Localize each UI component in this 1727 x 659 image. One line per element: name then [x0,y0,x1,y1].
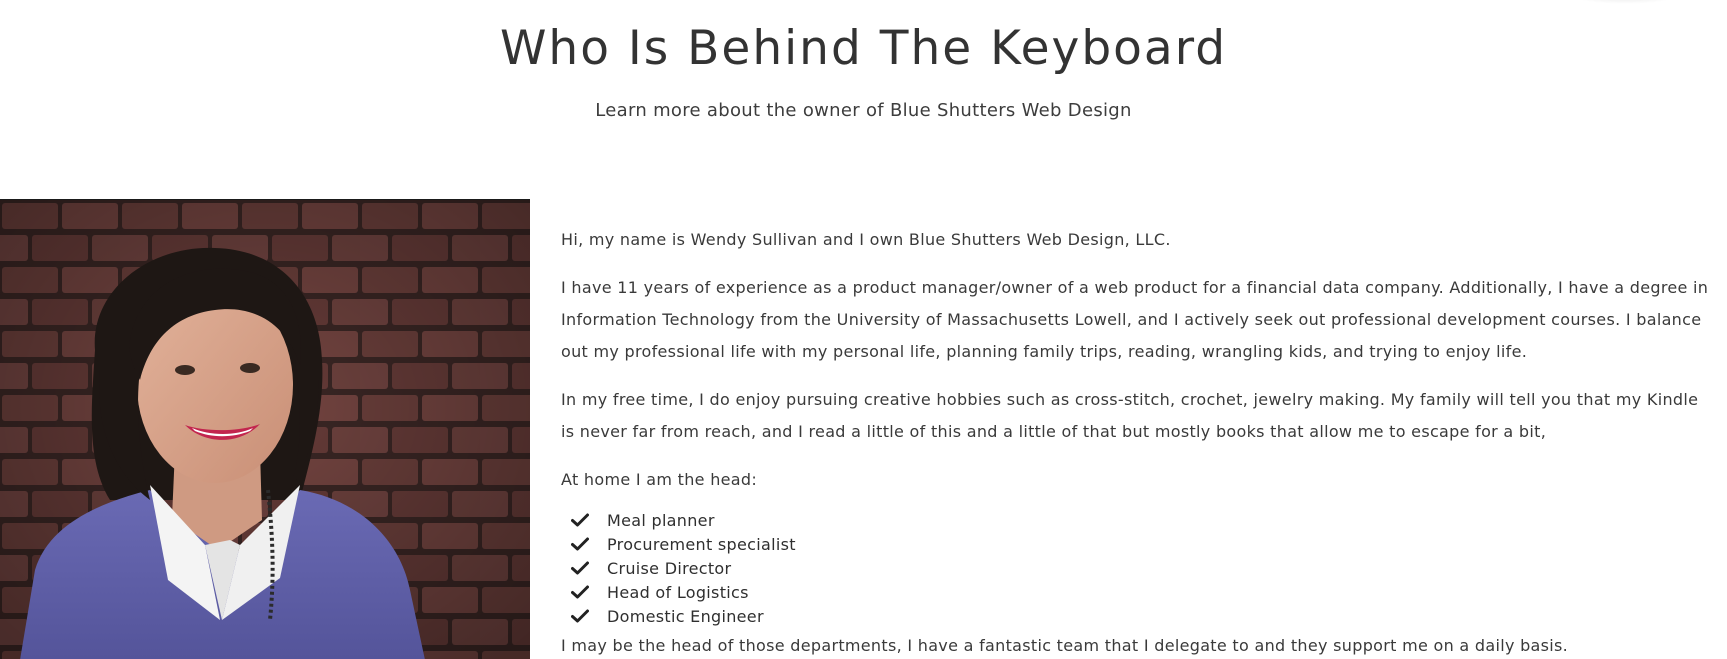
list-item-label: Meal planner [607,510,715,530]
list-item [571,604,1711,628]
check-icon [571,513,589,527]
check-icon [571,609,589,623]
list-item-label: Procurement specialist [607,534,796,554]
list-item [571,508,1711,532]
check-icon [571,561,589,575]
page-subtitle: Learn more about the owner of Blue Shutters Web Design [595,100,1132,121]
list-item-label: Cruise Director [607,558,732,578]
list-item-label: Head of Logistics [607,582,749,602]
portrait-photo-icon [0,200,530,659]
portrait-photo [0,199,530,659]
check-icon [571,537,589,551]
page-title: Who Is Behind The Keyboard [499,21,1228,76]
list-item [571,556,1711,580]
list-intro: At home I am the head: [561,470,758,489]
list-item [571,580,1711,604]
intro-paragraph: Hi, my name is Wendy Sullivan and I own Blue Shutters Web Design, LLC. [561,230,1171,249]
list-item-label: Domestic Engineer [607,606,764,626]
experience-paragraph: I have 11 years of experience as a product manager/owner of a web product for a financial data company. Additionally, I have a degree in Information Technology from the University of Massachusetts Lowell, and I actively seek out professional development courses. I balance out my professional life with my personal life, planning family trips, reading, wrangling kids, and trying to enjoy life. [561,278,1709,361]
about-content [561,224,1711,659]
list-item [571,532,1711,556]
corner-shadow [1570,0,1680,4]
roles-list [571,508,1711,628]
check-icon [571,585,589,599]
closing-paragraph: I may be the head of those departments, I have a fantastic team that I delegate to and they support me on a daily basis. [561,636,1569,655]
hobbies-paragraph: In my free time, I do enjoy pursuing creative hobbies such as cross-stitch, crochet, jewelry making. My family will tell you that my Kindle is never far from reach, and I read a little of this and a little of that but mostly books that allow me to escape for a bit, [561,390,1699,441]
